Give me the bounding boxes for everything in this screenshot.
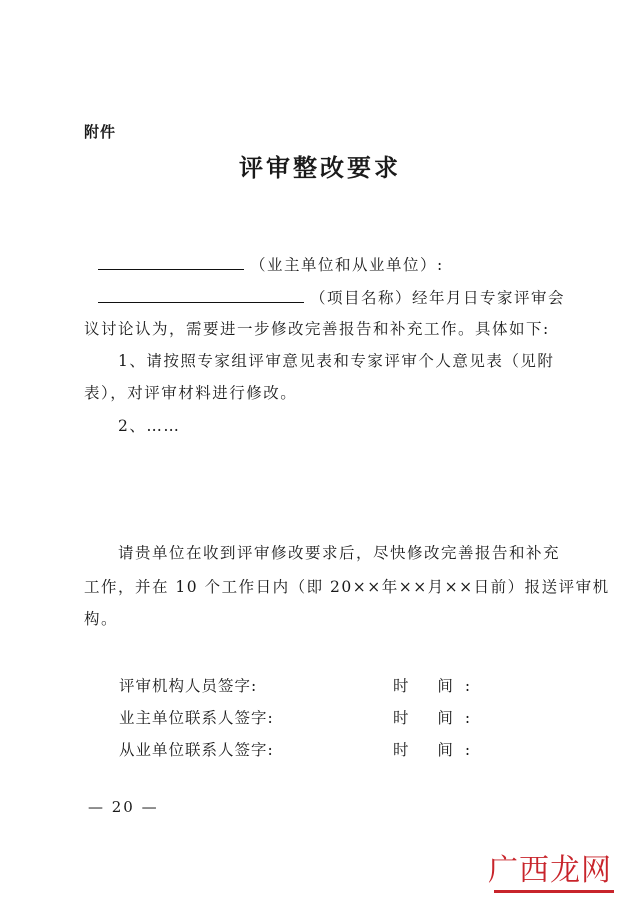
signature-label: 从业单位联系人签字: bbox=[119, 741, 274, 759]
signature-label: 业主单位联系人签字: bbox=[119, 709, 274, 727]
project-line-suffix: （项目名称）经年月日专家评审会 bbox=[310, 289, 566, 307]
notice-line-1: 请贵单位在收到评审修改要求后，尽快修改完善报告和补充 bbox=[118, 544, 561, 562]
project-name-blank bbox=[98, 288, 304, 303]
signature-time-label: 时 间: bbox=[393, 741, 483, 759]
signature-time-label: 时 间: bbox=[393, 709, 483, 727]
attachment-label: 附件 bbox=[84, 123, 117, 141]
project-line-continuation: 议讨论认为，需要进一步修改完善报告和补充工作。具体如下: bbox=[84, 320, 550, 338]
item-1-line-2: 表），对评审材料进行修改。 bbox=[84, 384, 298, 402]
document-title: 评审整改要求 bbox=[239, 154, 401, 182]
item-2: 2、…… bbox=[118, 417, 181, 435]
signature-row-contractor-unit bbox=[119, 740, 539, 760]
notice-line-3: 构。 bbox=[84, 610, 119, 628]
item-1-line-1: 1、请按照专家组评审意见表和专家评审个人意见表（见附 bbox=[118, 352, 555, 370]
signature-label: 评审机构人员签字: bbox=[119, 677, 258, 695]
watermark-underline bbox=[494, 890, 614, 893]
project-line bbox=[98, 288, 565, 308]
notice-line-2: 工作，并在 10 个工作日内（即 20××年××月××日前）报送评审机 bbox=[84, 578, 610, 596]
page-number: — 20 — bbox=[88, 798, 159, 816]
addressee-line bbox=[98, 255, 444, 275]
signature-row-review-agency bbox=[119, 676, 539, 696]
addressee-blank bbox=[98, 255, 244, 270]
addressee-suffix: （业主单位和从业单位）: bbox=[250, 256, 444, 274]
signature-row-owner-unit bbox=[119, 708, 539, 728]
signature-time-label: 时 间: bbox=[393, 677, 483, 695]
watermark-logo: 广西龙网 bbox=[488, 853, 612, 888]
